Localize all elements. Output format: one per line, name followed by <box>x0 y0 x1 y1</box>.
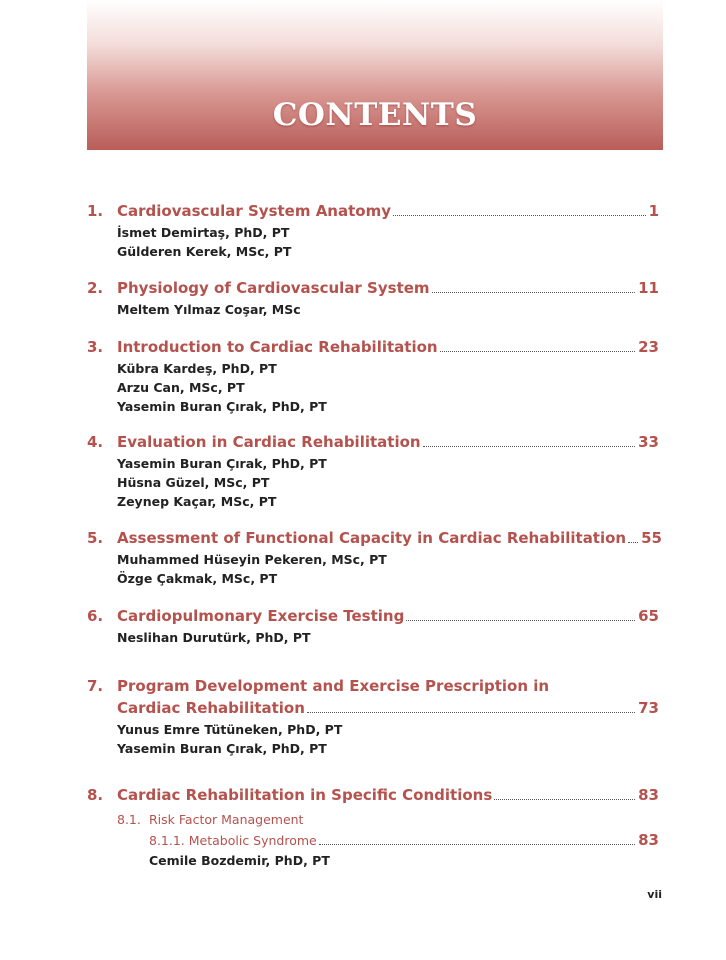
author: Neslihan Durutürk, PhD, PT <box>117 630 311 645</box>
author-list <box>117 223 659 261</box>
author-list <box>117 628 659 647</box>
toc-entry <box>87 675 659 758</box>
dot-leader <box>494 784 635 800</box>
toc-link[interactable] <box>117 784 659 806</box>
toc-entry <box>87 784 659 870</box>
author-list <box>117 300 659 319</box>
toc-link[interactable] <box>117 336 659 358</box>
toc-link[interactable] <box>117 527 662 549</box>
author: Arzu Can, MSc, PT <box>117 380 245 395</box>
author-list <box>117 550 659 588</box>
subsubsection-title: 8.1.1. Metabolic Syndrome <box>149 833 317 848</box>
entry-number: 6. <box>87 607 104 625</box>
author: Hüsna Güzel, MSc, PT <box>117 475 270 490</box>
entry-page-number: 23 <box>638 338 659 356</box>
author: Zeynep Kaçar, MSc, PT <box>117 494 277 509</box>
entry-title-line2: Cardiac Rehabilitation <box>117 699 305 717</box>
author: Gülderen Kerek, MSc, PT <box>117 244 292 259</box>
page-number: vii <box>647 888 662 901</box>
toc-link[interactable] <box>117 431 659 453</box>
subsection-number: 8.1. <box>117 812 141 827</box>
toc-link[interactable] <box>117 697 659 719</box>
entry-page-number: 73 <box>638 699 659 717</box>
dot-leader <box>432 277 636 293</box>
entry-title: Cardiopulmonary Exercise Testing <box>117 607 405 625</box>
author: Yunus Emre Tütüneken, PhD, PT <box>117 722 343 737</box>
dot-leader <box>423 431 636 447</box>
toc-link[interactable] <box>117 200 659 222</box>
author: Özge Çakmak, MSc, PT <box>117 571 278 586</box>
author-list <box>149 851 659 870</box>
entry-number: 2. <box>87 279 104 297</box>
author: İsmet Demirtaş, PhD, PT <box>117 225 290 240</box>
entry-title-line1[interactable]: Program Development and Exercise Prescription in <box>117 677 550 695</box>
entry-page-number: 33 <box>638 433 659 451</box>
toc-entry <box>87 605 659 647</box>
author: Meltem Yılmaz Coşar, MSc <box>117 302 301 317</box>
dot-leader <box>319 831 635 845</box>
entry-title: Introduction to Cardiac Rehabilitation <box>117 338 438 356</box>
entry-page-number: 83 <box>638 786 659 804</box>
author: Yasemin Buran Çırak, PhD, PT <box>117 741 327 756</box>
entry-title: Cardiac Rehabilitation in Specific Conditions <box>117 786 493 804</box>
dot-leader <box>628 527 638 543</box>
subsubsection-page-number: 83 <box>638 831 659 849</box>
entry-title: Assessment of Functional Capacity in Cardiac Rehabilitation <box>117 529 627 547</box>
toc-link[interactable] <box>117 277 659 299</box>
author: Kübra Kardeş, PhD, PT <box>117 361 277 376</box>
toc-entry <box>87 200 659 261</box>
entry-number: 3. <box>87 338 104 356</box>
subsection-title: Risk Factor Management <box>149 812 304 827</box>
dot-leader <box>406 605 635 621</box>
entry-page-number: 55 <box>641 529 662 547</box>
entry-title: Physiology of Cardiovascular System <box>117 279 430 297</box>
entry-number: 1. <box>87 202 104 220</box>
contents-banner <box>87 0 663 150</box>
author: Yasemin Buran Çırak, PhD, PT <box>117 456 327 471</box>
dot-leader <box>393 200 646 216</box>
toc-link[interactable] <box>117 605 659 627</box>
toc-sublink[interactable] <box>149 830 659 851</box>
entry-page-number: 11 <box>638 279 659 297</box>
author-list <box>117 720 659 758</box>
dot-leader <box>307 697 635 713</box>
toc-entry <box>87 336 659 416</box>
dot-leader <box>440 336 636 352</box>
author-list <box>117 359 659 416</box>
page-title: CONTENTS <box>272 97 478 133</box>
subsection-heading[interactable] <box>117 810 659 830</box>
entry-number: 5. <box>87 529 104 547</box>
author: Cemile Bozdemir, PhD, PT <box>149 853 330 868</box>
entry-number: 7. <box>87 677 104 695</box>
author-list <box>117 454 659 511</box>
entry-page-number: 1 <box>648 202 659 220</box>
author: Yasemin Buran Çırak, PhD, PT <box>117 399 327 414</box>
author: Muhammed Hüseyin Pekeren, MSc, PT <box>117 552 387 567</box>
toc-entry <box>87 277 659 319</box>
toc-entry <box>87 431 659 511</box>
entry-title: Evaluation in Cardiac Rehabilitation <box>117 433 421 451</box>
entry-number: 4. <box>87 433 104 451</box>
entry-page-number: 65 <box>638 607 659 625</box>
entry-number: 8. <box>87 786 104 804</box>
entry-title: Cardiovascular System Anatomy <box>117 202 391 220</box>
toc-entry <box>87 527 662 588</box>
